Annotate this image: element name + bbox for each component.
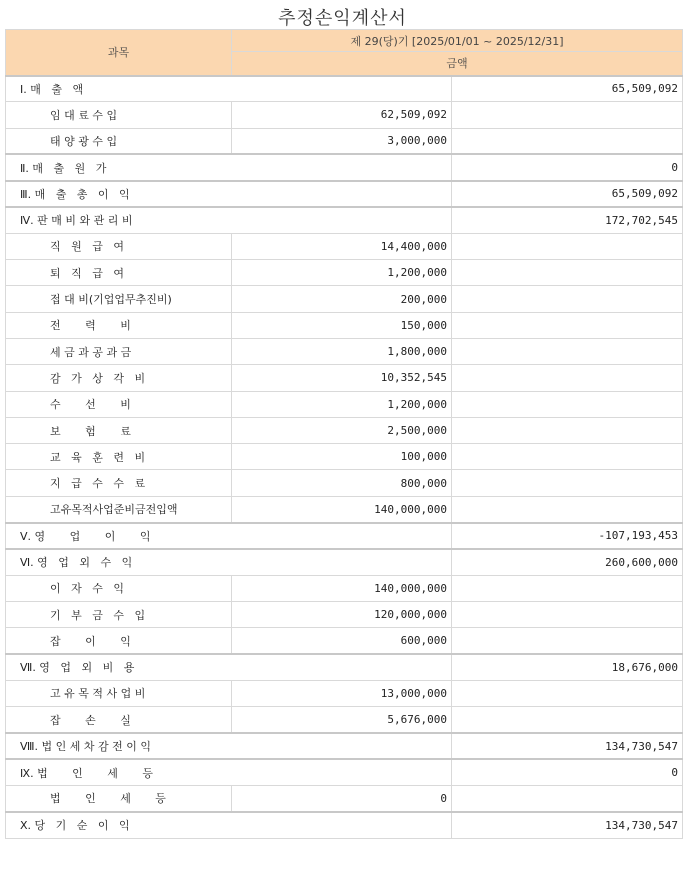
account-name: Ⅱ. 매 출 원 가 [6,154,452,180]
item-row [6,128,683,154]
item-row [6,628,683,654]
item-row [6,233,683,259]
section-row [6,181,683,207]
section-total [452,680,683,706]
account-name: 전 력 비 [6,312,232,338]
account-name: 보 험 료 [6,417,232,443]
item-row [6,417,683,443]
section-row [6,154,683,180]
section-total: 172,702,545 [452,207,683,233]
section-total [452,312,683,338]
account-name: Ⅲ. 매 출 총 이 익 [6,181,452,207]
account-name: 감 가 상 각 비 [6,365,232,391]
account-name: Ⅶ. 영 업 외 비 용 [6,654,452,680]
section-total [452,470,683,496]
item-amount: 140,000,000 [232,496,452,522]
account-name: 직 원 급 여 [6,233,232,259]
account-name: 퇴 직 급 여 [6,260,232,286]
account-name: Ⅸ. 법 인 세 등 [6,759,452,785]
item-row [6,391,683,417]
item-row [6,260,683,286]
account-name: 잡 이 익 [6,628,232,654]
item-amount: 13,000,000 [232,680,452,706]
section-row [6,654,683,680]
section-total [452,338,683,364]
item-amount: 200,000 [232,286,452,312]
section-total [452,233,683,259]
account-name: 법 인 세 등 [6,786,232,812]
account-name: 세 금 과 공 과 금 [6,338,232,364]
account-name: 기 부 금 수 입 [6,601,232,627]
section-total [452,786,683,812]
item-amount: 600,000 [232,628,452,654]
account-name: 임 대 료 수 입 [6,102,232,128]
section-total [452,286,683,312]
page-title: 추정손익계산서 [278,8,407,29]
section-total [452,417,683,443]
section-total [452,365,683,391]
item-amount: 5,676,000 [232,707,452,733]
subject-header: 과목 [6,30,232,76]
item-amount: 140,000,000 [232,575,452,601]
item-amount: 62,509,092 [232,102,452,128]
item-row [6,470,683,496]
section-row [6,759,683,785]
item-amount: 150,000 [232,312,452,338]
item-amount: 100,000 [232,444,452,470]
section-total: 260,600,000 [452,549,683,575]
section-row [6,76,683,102]
section-total [452,575,683,601]
section-row [6,207,683,233]
section-total: 134,730,547 [452,812,683,838]
account-name: 수 선 비 [6,391,232,417]
item-row [6,312,683,338]
item-row [6,365,683,391]
item-row [6,601,683,627]
section-row [6,523,683,549]
item-row [6,444,683,470]
account-name: 접 대 비(기업업무추진비) [6,286,232,312]
account-name: 고유목적사업준비금전입액 [6,496,232,522]
account-name: 잡 손 실 [6,707,232,733]
income-statement-table [5,29,683,839]
item-amount: 1,200,000 [232,391,452,417]
account-name: Ⅹ. 당 기 순 이 익 [6,812,452,838]
section-total [452,601,683,627]
item-row [6,102,683,128]
item-row [6,338,683,364]
section-total [452,707,683,733]
section-total [452,391,683,417]
section-total: 65,509,092 [452,76,683,102]
item-row [6,786,683,812]
section-row [6,549,683,575]
account-name: 태 양 광 수 입 [6,128,232,154]
section-total [452,444,683,470]
item-row [6,680,683,706]
item-row [6,575,683,601]
section-total [452,128,683,154]
section-row [6,812,683,838]
item-amount: 0 [232,786,452,812]
section-total: 18,676,000 [452,654,683,680]
section-total [452,102,683,128]
account-name: 교 육 훈 련 비 [6,444,232,470]
account-name: Ⅵ. 영 업 외 수 익 [6,549,452,575]
section-total [452,496,683,522]
section-total: 134,730,547 [452,733,683,759]
account-name: Ⅷ. 법 인 세 차 감 전 이 익 [6,733,452,759]
item-amount: 2,500,000 [232,417,452,443]
account-name: 지 급 수 수 료 [6,470,232,496]
statement-rows [6,76,683,839]
account-name: Ⅳ. 판 매 비 와 관 리 비 [6,207,452,233]
account-name: 고 유 목 적 사 업 비 [6,680,232,706]
item-amount: 3,000,000 [232,128,452,154]
item-amount: 10,352,545 [232,365,452,391]
account-name: 이 자 수 익 [6,575,232,601]
item-amount: 800,000 [232,470,452,496]
section-total: 0 [452,154,683,180]
item-row [6,286,683,312]
account-name: Ⅴ. 영 업 이 익 [6,523,452,549]
section-row [6,733,683,759]
section-total [452,260,683,286]
section-total: 65,509,092 [452,181,683,207]
item-amount: 120,000,000 [232,601,452,627]
section-total [452,628,683,654]
amount-header: 금액 [232,52,683,76]
item-row [6,496,683,522]
item-amount: 14,400,000 [232,233,452,259]
account-name: Ⅰ. 매 출 액 [6,76,452,102]
item-amount: 1,200,000 [232,260,452,286]
section-total: -107,193,453 [452,523,683,549]
section-total: 0 [452,759,683,785]
period-header: 제 29(당)기 [2025/01/01 ~ 2025/12/31] [232,30,683,52]
item-row [6,707,683,733]
item-amount: 1,800,000 [232,338,452,364]
